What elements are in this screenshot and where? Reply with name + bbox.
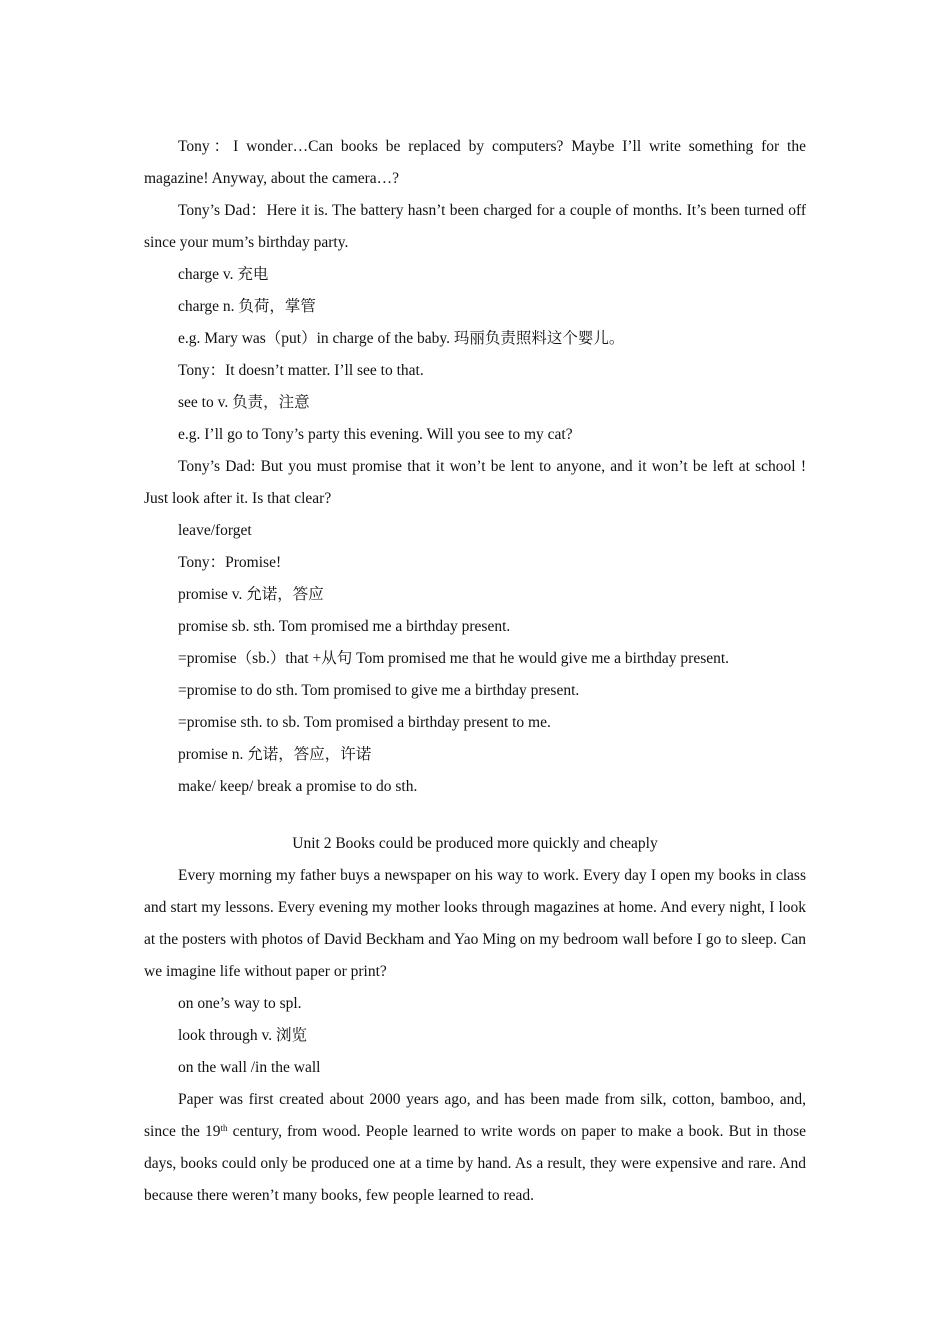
paragraph: =promise（sb.）that +从句 Tom promised me that he would give me a birthday present. [178, 650, 730, 667]
paragraph: on one’s way to spl. [178, 995, 302, 1012]
paragraph: =promise sth. to sb. Tom promised a birthday present to me. [178, 714, 551, 731]
paragraph: Tony：It doesn’t matter. I’ll see to that. [178, 362, 424, 379]
paragraph: promise v. 允诺，答应 [178, 586, 324, 603]
paragraph: Every morning my father buys a newspaper on his way to work. Every day I open my books in class and start my lessons. Every evening my mother looks through magazines at home. And every night, I look at the posters with photos of David Beckham and Yao Ming on my bedroom wall before I go to sleep. Can we imagine life without paper or print? [144, 867, 806, 980]
paragraph-text-start: Paper was first created about 2000 years ago, and has been made from silk, cotton, bamboo, and, since the 19 [144, 1091, 806, 1140]
paragraph: =promise to do sth. Tom promised to give me a birthday present. [178, 682, 580, 699]
paragraph: e.g. Mary was（put）in charge of the baby. 玛丽负责照料这个婴儿。 [178, 330, 625, 347]
ordinal-superscript: th [220, 1123, 228, 1133]
paragraph: promise n. 允诺，答应，许诺 [178, 746, 372, 763]
paragraph: leave/forget [178, 522, 252, 539]
paragraph: Tony’s Dad：Here it is. The battery hasn’t been charged for a couple of months. It’s been turned off since your mum’s birthday party. [144, 202, 806, 251]
paragraph: see to v. 负责，注意 [178, 394, 310, 411]
paragraph: charge n. 负荷，掌管 [178, 298, 316, 315]
section-gap [144, 803, 806, 828]
paragraph: e.g. I’ll go to Tony’s party this evening. Will you see to my cat? [178, 426, 573, 443]
paragraph: Tony：Promise! [178, 554, 282, 571]
paragraph-paper-history [144, 1084, 806, 1212]
paragraph: on the wall /in the wall [178, 1059, 321, 1076]
paragraph: look through v. 浏览 [178, 1027, 308, 1044]
paragraph-text-end: century, from wood. People learned to write words on paper to make a book. But in those days, books could only be produced one at a time by hand. As a result, they were expensive and rare. And because there weren’t many books, few people learned to read. [144, 1123, 806, 1204]
paragraph: make/ keep/ break a promise to do sth. [178, 778, 418, 795]
paragraph: promise sb. sth. Tom promised me a birthday present. [178, 618, 511, 635]
unit-title: Unit 2 Books could be produced more quickly and cheaply [292, 835, 658, 852]
paragraph: charge v. 充电 [178, 266, 269, 283]
paragraph: Tony：I wonder…Can books be replaced by computers? Maybe I’ll write something for the magazine! Anyway, about the camera…? [144, 138, 806, 187]
document-page [144, 131, 806, 1212]
paragraph: Tony’s Dad: But you must promise that it won’t be lent to anyone, and it won’t be left at school ! Just look after it. Is that clear? [144, 458, 806, 507]
